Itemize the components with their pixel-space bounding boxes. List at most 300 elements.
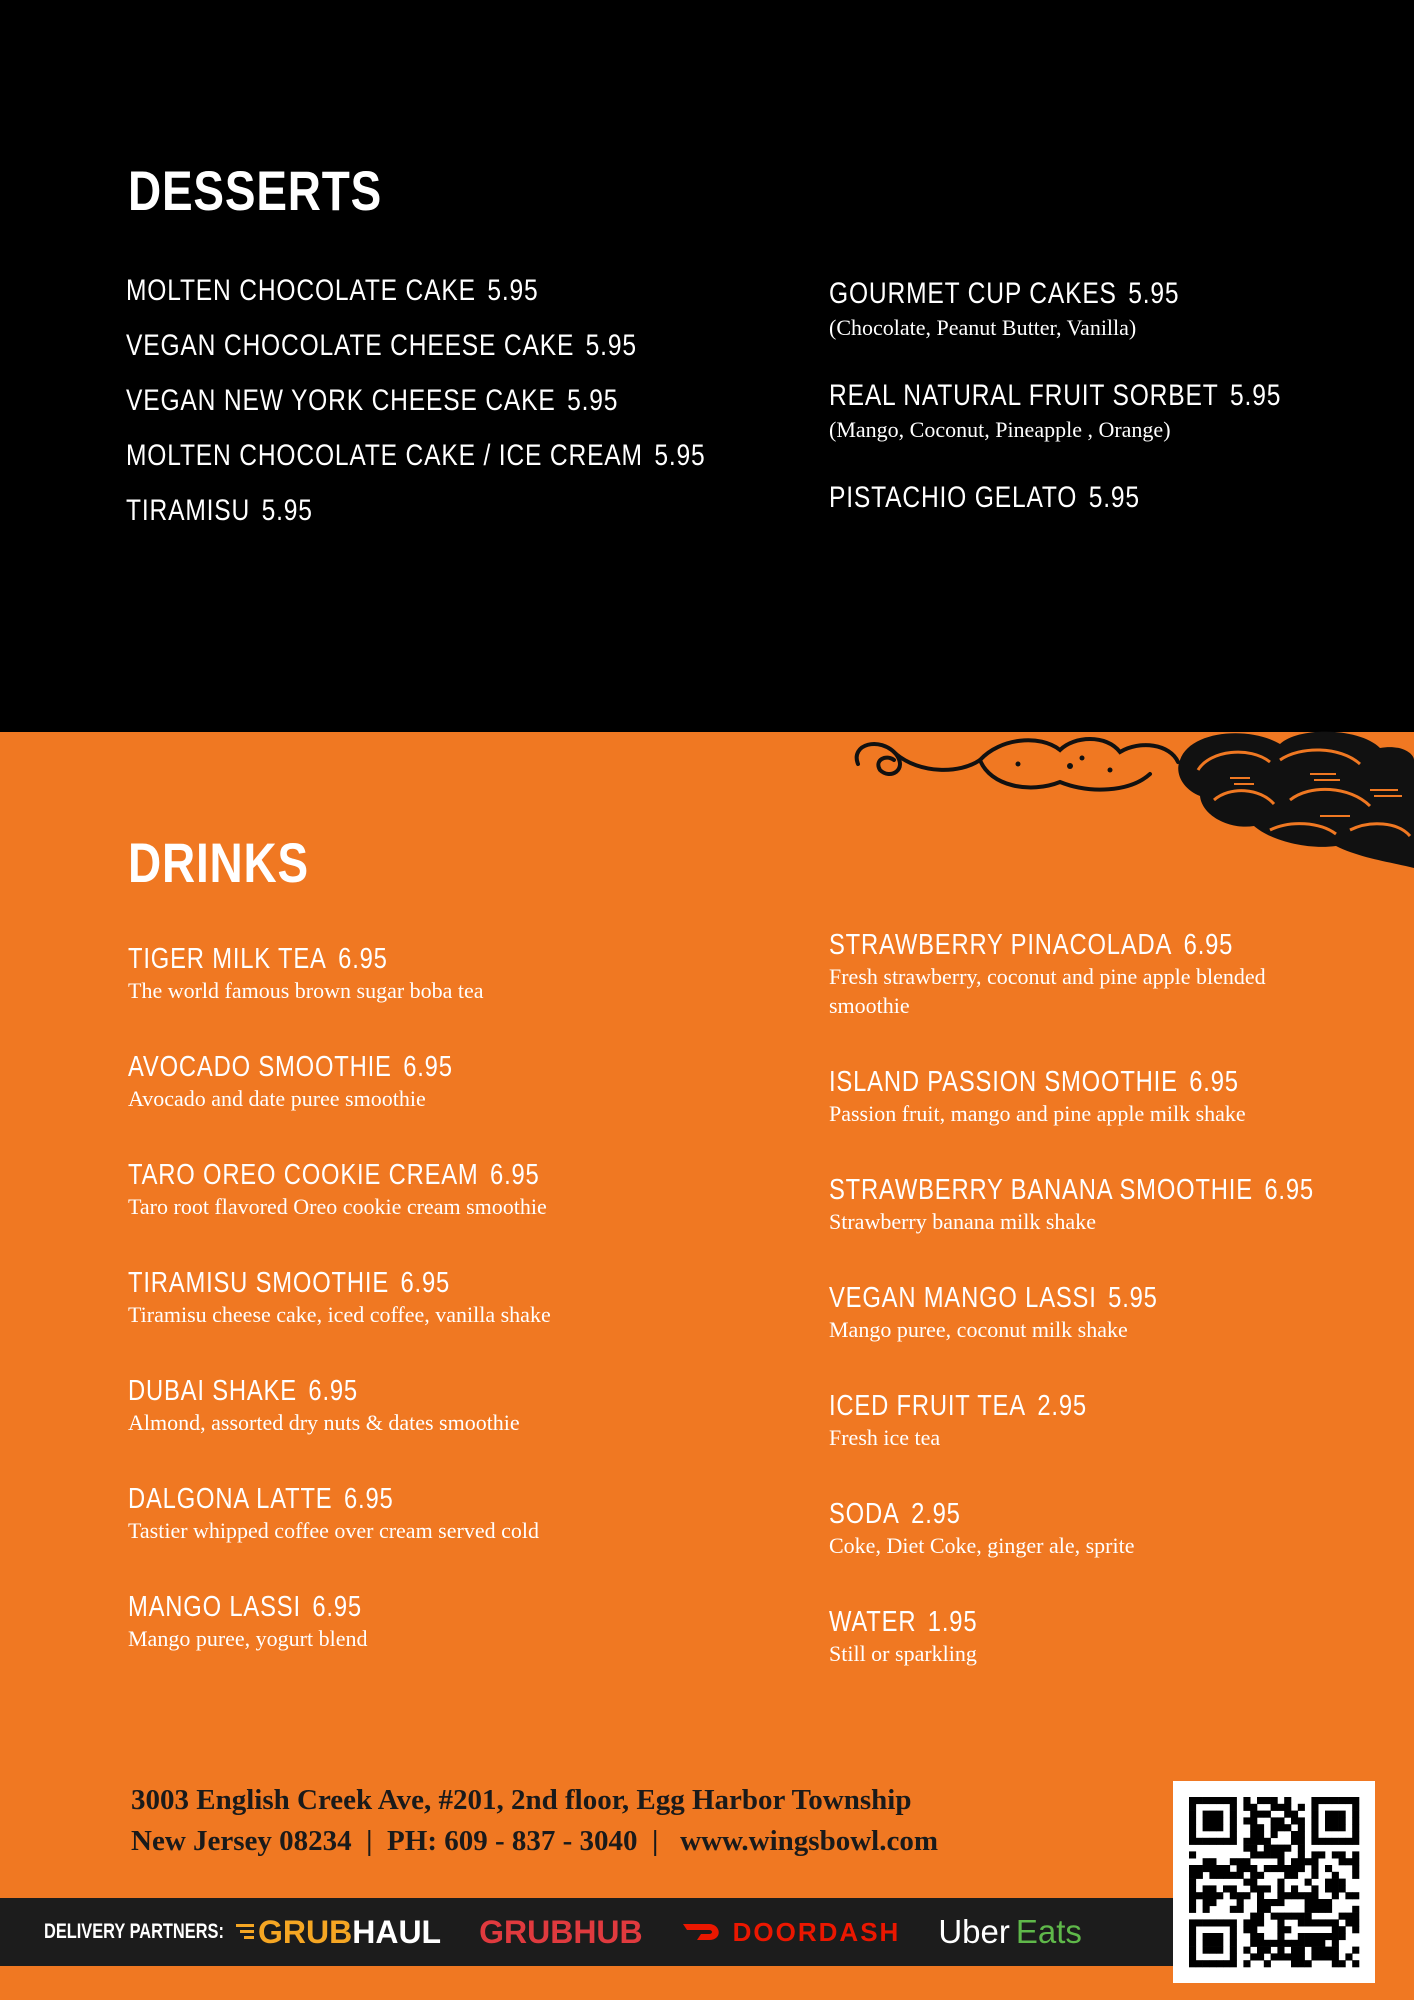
- qr-module: [1243, 1838, 1250, 1845]
- qr-module: [1311, 1919, 1318, 1926]
- item-description: Fresh ice tea: [829, 1425, 941, 1450]
- drink-item: [829, 929, 1349, 1020]
- qr-module: [1291, 1940, 1298, 1947]
- qr-module: [1203, 1838, 1210, 1845]
- qr-module: [1325, 1953, 1332, 1960]
- qr-module: [1284, 1797, 1291, 1804]
- qr-module: [1216, 1947, 1223, 1954]
- qr-module: [1230, 1872, 1237, 1879]
- qr-module: [1339, 1885, 1346, 1892]
- qr-module: [1318, 1906, 1325, 1913]
- qr-module: [1203, 1811, 1210, 1818]
- qr-module: [1291, 1960, 1298, 1967]
- dessert-item: [126, 439, 833, 473]
- qr-module: [1216, 1940, 1223, 1947]
- qr-module: [1271, 1845, 1278, 1852]
- qr-module: [1271, 1851, 1278, 1858]
- qr-module: [1271, 1940, 1278, 1947]
- qr-module: [1223, 1885, 1230, 1892]
- doordash-wordmark: DOORDASH: [732, 1916, 901, 1947]
- drink-item: [128, 1483, 539, 1545]
- qr-module: [1257, 1892, 1264, 1899]
- qr-module: [1216, 1824, 1223, 1831]
- qr-module: [1243, 1817, 1250, 1824]
- qr-module: [1189, 1817, 1196, 1824]
- qr-module: [1216, 1811, 1223, 1818]
- qr-module: [1189, 1926, 1196, 1933]
- qr-module: [1352, 1797, 1359, 1804]
- qr-module: [1243, 1797, 1250, 1804]
- qr-module: [1189, 1953, 1196, 1960]
- qr-module: [1332, 1919, 1339, 1926]
- qr-module: [1189, 1804, 1196, 1811]
- item-price: 6.95: [403, 1051, 453, 1083]
- delivery-partners-label: DELIVERY PARTNERS:: [44, 1920, 224, 1943]
- qr-module: [1318, 1947, 1325, 1954]
- qr-module: [1318, 1838, 1325, 1845]
- qr-module: [1264, 1947, 1271, 1954]
- item-name: TIRAMISU SMOOTHIE: [128, 1267, 390, 1299]
- qr-module: [1291, 1865, 1298, 1872]
- qr-module: [1345, 1913, 1352, 1920]
- ubereats-logo: [938, 1913, 1082, 1951]
- item-description: Coke, Diet Coke, ginger ale, sprite: [829, 1533, 1135, 1558]
- item-description: Mango puree, yogurt blend: [128, 1626, 368, 1651]
- qr-module: [1196, 1797, 1203, 1804]
- qr-module: [1216, 1817, 1223, 1824]
- qr-module: [1332, 1838, 1339, 1845]
- decorative-illustration: [850, 730, 1414, 868]
- qr-module: [1209, 1933, 1216, 1940]
- qr-module: [1284, 1953, 1291, 1960]
- qr-module: [1311, 1947, 1318, 1954]
- qr-module: [1311, 1940, 1318, 1947]
- qr-module: [1298, 1892, 1305, 1899]
- qr-module: [1223, 1872, 1230, 1879]
- qr-module: [1291, 1947, 1298, 1954]
- qr-module: [1209, 1872, 1216, 1879]
- dessert-item: [126, 329, 749, 363]
- qr-module: [1189, 1851, 1196, 1858]
- qr-module: [1203, 1933, 1210, 1940]
- qr-module: [1305, 1892, 1312, 1899]
- qr-module: [1243, 1892, 1250, 1899]
- qr-code: [1173, 1781, 1375, 1983]
- qr-module: [1230, 1885, 1237, 1892]
- qr-module: [1352, 1838, 1359, 1845]
- qr-module: [1230, 1804, 1237, 1811]
- qr-module: [1257, 1940, 1264, 1947]
- qr-module: [1271, 1824, 1278, 1831]
- qr-module: [1298, 1851, 1305, 1858]
- qr-module: [1352, 1804, 1359, 1811]
- item-price: 5.95: [487, 274, 539, 307]
- qr-module: [1339, 1838, 1346, 1845]
- qr-module: [1203, 1824, 1210, 1831]
- qr-module: [1311, 1906, 1318, 1913]
- qr-module: [1352, 1960, 1359, 1967]
- qr-module: [1298, 1913, 1305, 1920]
- item-price: 6.95: [1189, 1066, 1239, 1098]
- qr-module: [1250, 1817, 1257, 1824]
- qr-module: [1264, 1885, 1271, 1892]
- speed-lines-icon: [234, 1919, 256, 1945]
- qr-module: [1216, 1892, 1223, 1899]
- qr-module: [1277, 1947, 1284, 1954]
- drink-item: [128, 1375, 520, 1437]
- item-description: Still or sparkling: [829, 1641, 977, 1666]
- qr-module: [1345, 1953, 1352, 1960]
- qr-module: [1250, 1851, 1257, 1858]
- qr-module: [1311, 1865, 1318, 1872]
- item-name: WATER: [829, 1606, 917, 1638]
- qr-module: [1291, 1885, 1298, 1892]
- item-price: 5.95: [261, 494, 313, 527]
- qr-module: [1271, 1804, 1278, 1811]
- qr-module: [1257, 1838, 1264, 1845]
- qr-module: [1223, 1960, 1230, 1967]
- qr-module: [1332, 1885, 1339, 1892]
- item-name: DALGONA LATTE: [128, 1483, 333, 1515]
- qr-module: [1243, 1845, 1250, 1852]
- address-line-1: 3003 English Creek Ave, #201, 2nd floor, Egg Harbor Township: [131, 1784, 912, 1816]
- qr-module: [1189, 1960, 1196, 1967]
- qr-module: [1284, 1824, 1291, 1831]
- grubhaul-logo-part-1: GRUB: [258, 1913, 353, 1950]
- qr-module: [1189, 1899, 1196, 1906]
- qr-module: [1264, 1960, 1271, 1967]
- item-name: REAL NATURAL FRUIT SORBET: [829, 379, 1219, 412]
- qr-module: [1257, 1797, 1264, 1804]
- qr-module: [1291, 1811, 1298, 1818]
- qr-module: [1284, 1926, 1291, 1933]
- drink-item: [829, 1498, 1134, 1560]
- qr-module: [1243, 1858, 1250, 1865]
- qr-module: [1203, 1906, 1210, 1913]
- qr-module: [1230, 1797, 1237, 1804]
- qr-module: [1223, 1919, 1230, 1926]
- qr-module: [1318, 1851, 1325, 1858]
- delivery-partners-bar: [0, 1898, 1175, 1966]
- ubereats-logo-part-1: Uber: [938, 1913, 1010, 1950]
- qr-module: [1264, 1845, 1271, 1852]
- qr-module: [1189, 1906, 1196, 1913]
- item-price: 6.95: [1183, 929, 1234, 961]
- qr-module: [1345, 1892, 1352, 1899]
- desserts-title: DESSERTS: [128, 159, 383, 222]
- drink-item: [128, 1051, 524, 1113]
- grubhub-logo: GRUBHUB: [479, 1913, 643, 1950]
- qr-module: [1277, 1879, 1284, 1886]
- qr-module: [1230, 1824, 1237, 1831]
- qr-module: [1298, 1831, 1305, 1838]
- qr-module: [1223, 1838, 1230, 1845]
- qr-module: [1250, 1885, 1257, 1892]
- qr-module: [1325, 1906, 1332, 1913]
- qr-module: [1311, 1804, 1318, 1811]
- qr-module: [1291, 1872, 1298, 1879]
- qr-module: [1189, 1919, 1196, 1926]
- qr-module: [1298, 1804, 1305, 1811]
- qr-module: [1196, 1892, 1203, 1899]
- qr-module: [1284, 1940, 1291, 1947]
- qr-module: [1271, 1797, 1278, 1804]
- qr-module: [1243, 1879, 1250, 1886]
- qr-module: [1311, 1817, 1318, 1824]
- qr-module: [1298, 1960, 1305, 1967]
- qr-module: [1311, 1851, 1318, 1858]
- qr-module: [1277, 1913, 1284, 1920]
- qr-module: [1305, 1933, 1312, 1940]
- qr-module: [1189, 1947, 1196, 1954]
- qr-module: [1311, 1953, 1318, 1960]
- qr-module: [1311, 1933, 1318, 1940]
- qr-module: [1352, 1817, 1359, 1824]
- qr-module: [1318, 1933, 1325, 1940]
- qr-module: [1209, 1960, 1216, 1967]
- qr-module: [1298, 1947, 1305, 1954]
- qr-module: [1332, 1947, 1339, 1954]
- desserts-panel: [0, 0, 1414, 732]
- qr-module: [1203, 1947, 1210, 1954]
- qr-module: [1237, 1892, 1244, 1899]
- qr-module: [1237, 1858, 1244, 1865]
- qr-module: [1352, 1913, 1359, 1920]
- qr-module: [1237, 1899, 1244, 1906]
- qr-module: [1291, 1858, 1298, 1865]
- qr-module: [1189, 1892, 1196, 1899]
- qr-module: [1277, 1804, 1284, 1811]
- qr-module: [1284, 1811, 1291, 1818]
- qr-module: [1291, 1831, 1298, 1838]
- item-description: Passion fruit, mango and pine apple milk shake: [829, 1101, 1246, 1126]
- qr-module: [1339, 1797, 1346, 1804]
- qr-module: [1216, 1872, 1223, 1879]
- item-name: VEGAN NEW YORK CHEESE CAKE: [126, 384, 556, 417]
- qr-module: [1352, 1947, 1359, 1954]
- qr-module: [1209, 1817, 1216, 1824]
- qr-module: [1291, 1817, 1298, 1824]
- dessert-item: [126, 494, 354, 528]
- item-description: Mango puree, coconut milk shake: [829, 1317, 1128, 1342]
- qr-module: [1196, 1960, 1203, 1967]
- qr-module: [1311, 1892, 1318, 1899]
- qr-module: [1257, 1824, 1264, 1831]
- qr-module: [1311, 1824, 1318, 1831]
- item-price: 5.95: [1128, 277, 1180, 310]
- qr-module: [1298, 1858, 1305, 1865]
- qr-module: [1271, 1865, 1278, 1872]
- drink-item: [829, 1174, 1414, 1236]
- item-name: VEGAN MANGO LASSI: [829, 1282, 1097, 1314]
- qr-module: [1332, 1879, 1339, 1886]
- item-name: TARO OREO COOKIE CREAM: [128, 1159, 479, 1191]
- qr-module: [1209, 1797, 1216, 1804]
- qr-module: [1216, 1919, 1223, 1926]
- qr-module: [1264, 1838, 1271, 1845]
- qr-module: [1209, 1892, 1216, 1899]
- qr-module: [1318, 1919, 1325, 1926]
- item-name: ISLAND PASSION SMOOTHIE: [829, 1066, 1178, 1098]
- qr-module: [1352, 1851, 1359, 1858]
- qr-module: [1325, 1817, 1332, 1824]
- qr-module: [1264, 1797, 1271, 1804]
- qr-module: [1332, 1953, 1339, 1960]
- qr-module: [1243, 1865, 1250, 1872]
- qr-module: [1339, 1824, 1346, 1831]
- qr-module: [1230, 1919, 1237, 1926]
- item-price: 6.95: [308, 1375, 358, 1407]
- qr-module: [1189, 1838, 1196, 1845]
- qr-module: [1305, 1906, 1312, 1913]
- item-price: 5.95: [654, 439, 706, 472]
- dessert-item: [829, 277, 1256, 342]
- qr-module: [1271, 1899, 1278, 1906]
- qr-module: [1345, 1858, 1352, 1865]
- qr-module: [1332, 1892, 1339, 1899]
- qr-module: [1203, 1817, 1210, 1824]
- qr-module: [1339, 1811, 1346, 1818]
- qr-module: [1257, 1947, 1264, 1954]
- qr-module: [1264, 1851, 1271, 1858]
- qr-module: [1305, 1858, 1312, 1865]
- item-price: 5.95: [1230, 379, 1282, 412]
- qr-module: [1352, 1865, 1359, 1872]
- qr-module: [1352, 1811, 1359, 1818]
- qr-module: [1339, 1960, 1346, 1967]
- qr-module: [1223, 1865, 1230, 1872]
- qr-module: [1216, 1933, 1223, 1940]
- qr-module: [1332, 1940, 1339, 1947]
- qr-module: [1264, 1940, 1271, 1947]
- qr-module: [1325, 1933, 1332, 1940]
- qr-module: [1311, 1831, 1318, 1838]
- qr-module: [1305, 1899, 1312, 1906]
- qr-module: [1325, 1797, 1332, 1804]
- qr-module: [1257, 1885, 1264, 1892]
- item-price: 2.95: [911, 1498, 961, 1530]
- qr-module: [1216, 1797, 1223, 1804]
- qr-module: [1277, 1824, 1284, 1831]
- qr-module: [1257, 1872, 1264, 1879]
- qr-module: [1216, 1838, 1223, 1845]
- item-description: Avocado and date puree smoothie: [128, 1086, 426, 1111]
- qr-module: [1325, 1838, 1332, 1845]
- item-description: Taro root flavored Oreo cookie cream smoothie: [128, 1194, 547, 1219]
- qr-module: [1243, 1960, 1250, 1967]
- qr-module: [1277, 1851, 1284, 1858]
- qr-module: [1277, 1940, 1284, 1947]
- drink-item: [829, 1066, 1329, 1128]
- qr-module: [1332, 1960, 1339, 1967]
- qr-module: [1209, 1858, 1216, 1865]
- qr-module: [1352, 1824, 1359, 1831]
- qr-module: [1277, 1858, 1284, 1865]
- qr-module: [1250, 1940, 1257, 1947]
- qr-module: [1311, 1885, 1318, 1892]
- qr-module: [1209, 1919, 1216, 1926]
- qr-module: [1352, 1919, 1359, 1926]
- drink-item: [829, 1282, 1230, 1344]
- item-description: Almond, assorted dry nuts & dates smoothie: [128, 1410, 520, 1435]
- item-description: Tastier whipped coffee over cream served cold: [128, 1518, 539, 1543]
- qr-module: [1284, 1845, 1291, 1852]
- item-name: SODA: [829, 1498, 900, 1530]
- item-price: 5.95: [567, 384, 619, 417]
- item-name: MOLTEN CHOCOLATE CAKE / ICE CREAM: [126, 439, 643, 472]
- qr-module: [1352, 1831, 1359, 1838]
- qr-module: [1352, 1926, 1359, 1933]
- item-price: 5.95: [1108, 1282, 1158, 1314]
- dessert-item: [126, 274, 629, 308]
- item-name: MANGO LASSI: [128, 1591, 301, 1623]
- dessert-item: [829, 481, 1208, 515]
- qr-module: [1339, 1879, 1346, 1886]
- qr-module: [1264, 1899, 1271, 1906]
- qr-module: [1264, 1811, 1271, 1818]
- qr-module: [1257, 1933, 1264, 1940]
- drink-item: [128, 1267, 551, 1329]
- qr-module: [1230, 1960, 1237, 1967]
- qr-module: [1203, 1960, 1210, 1967]
- qr-module: [1264, 1865, 1271, 1872]
- qr-module: [1305, 1879, 1312, 1886]
- qr-module: [1189, 1885, 1196, 1892]
- qr-module: [1284, 1913, 1291, 1920]
- qr-module: [1318, 1940, 1325, 1947]
- qr-module: [1271, 1831, 1278, 1838]
- item-description: (Mango, Coconut, Pineapple , Orange): [829, 417, 1171, 442]
- qr-module: [1325, 1947, 1332, 1954]
- qr-module: [1189, 1865, 1196, 1872]
- item-price: 6.95: [400, 1267, 451, 1299]
- qr-module: [1277, 1919, 1284, 1926]
- drink-item: [829, 1606, 1010, 1668]
- qr-module: [1332, 1817, 1339, 1824]
- qr-module: [1332, 1824, 1339, 1831]
- qr-module: [1257, 1919, 1264, 1926]
- qr-module: [1203, 1899, 1210, 1906]
- qr-module: [1203, 1858, 1210, 1865]
- qr-module: [1250, 1838, 1257, 1845]
- qr-module: [1325, 1899, 1332, 1906]
- drinks-title: DRINKS: [128, 831, 309, 894]
- qr-module: [1237, 1865, 1244, 1872]
- qr-module: [1352, 1858, 1359, 1865]
- qr-module: [1339, 1926, 1346, 1933]
- qr-module: [1250, 1872, 1257, 1879]
- qr-module: [1311, 1797, 1318, 1804]
- qr-module: [1250, 1804, 1257, 1811]
- qr-module: [1291, 1838, 1298, 1845]
- qr-module: [1216, 1960, 1223, 1967]
- qr-module: [1189, 1933, 1196, 1940]
- qr-module: [1230, 1831, 1237, 1838]
- item-price: 6.95: [1264, 1174, 1314, 1206]
- qr-module: [1237, 1872, 1244, 1879]
- item-name: ICED FRUIT TEA: [829, 1390, 1026, 1422]
- qr-module: [1230, 1858, 1237, 1865]
- item-description: Tiramisu cheese cake, iced coffee, vanilla shake: [128, 1302, 551, 1327]
- qr-module: [1257, 1953, 1264, 1960]
- qr-module: [1209, 1865, 1216, 1872]
- qr-module: [1305, 1960, 1312, 1967]
- qr-module: [1209, 1885, 1216, 1892]
- qr-module: [1257, 1851, 1264, 1858]
- qr-module: [1243, 1947, 1250, 1954]
- qr-module: [1257, 1906, 1264, 1913]
- qr-module: [1189, 1824, 1196, 1831]
